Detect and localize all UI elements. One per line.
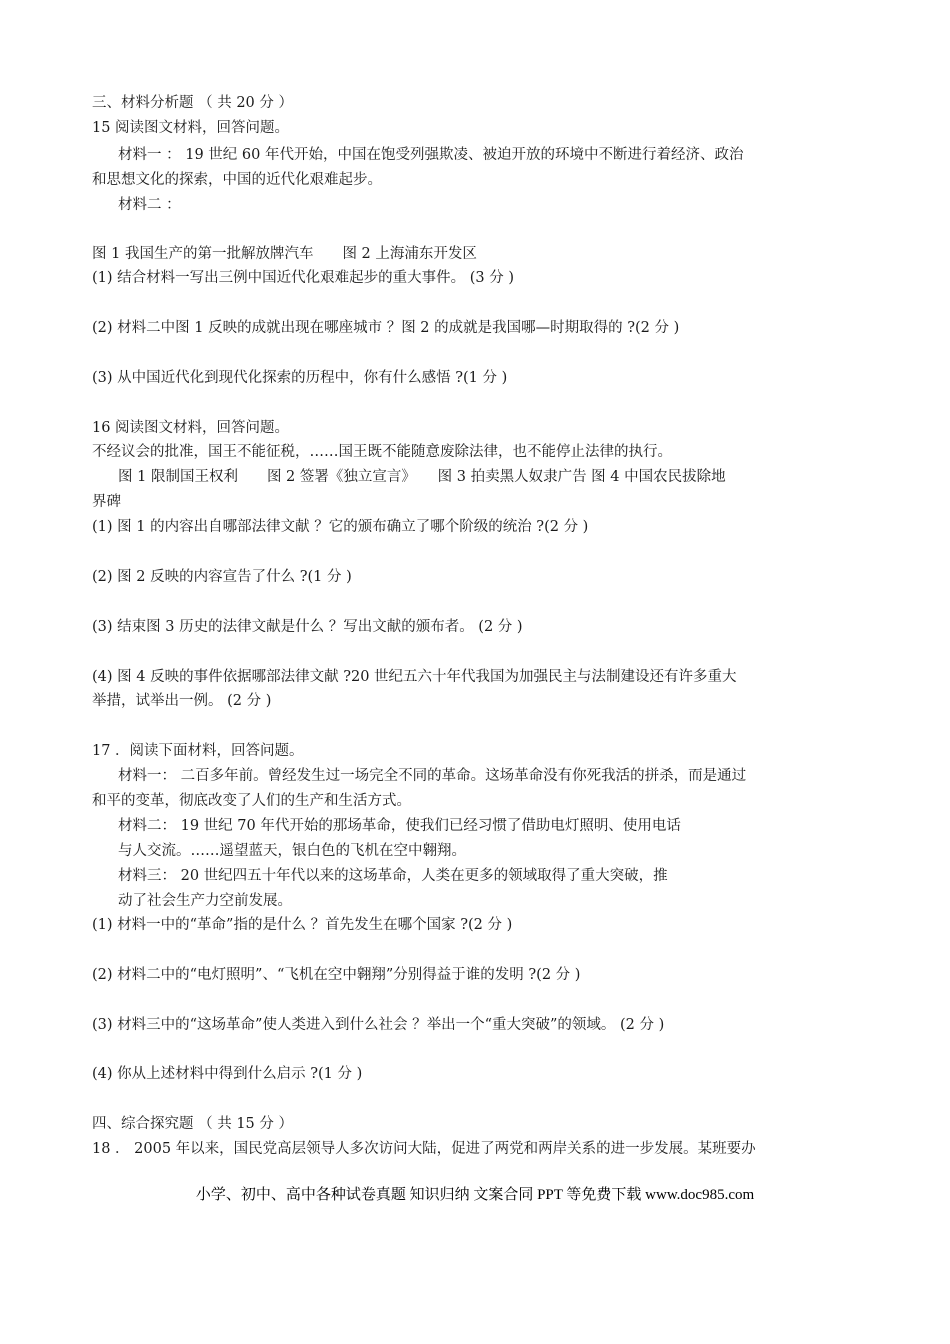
section-3-heading: 三、材料分析题 （ 共 20 分 ）	[92, 95, 293, 111]
question-16-title: 16 阅读图文材料，回答问题。	[92, 420, 290, 436]
q15-sub-question-1: (1) 结合材料一写出三例中国近代化艰难起步的重大事件。 (3 分 )	[92, 270, 515, 286]
q17-material-2-line-2: 与人交流。……遥望蓝天，银白色的飞机在空中翱翔。	[118, 843, 466, 859]
q17-material-3-line-1: 材料三： 20 世纪四五十年代以来的这场革命，人类在更多的领域取得了重大突破，推	[118, 868, 668, 884]
question-17-title: 17 ．阅读下面材料，回答问题。	[92, 743, 304, 759]
q17-sub-question-3: (3) 材料三中的“这场革命”使人类进入到什么社会 ？举出一个“重大突破”的领域。 (2 分 )	[92, 1017, 665, 1033]
q15-sub-question-2: (2) 材料二中图 1 反映的成就出现在哪座城市 ？图 2 的成就是我国哪—时期取得的 ?(2 分 )	[92, 320, 680, 336]
question-15-title: 15 阅读图文材料，回答问题。	[92, 120, 290, 136]
page-footer: 小学、初中、高中各种试卷真题 知识归纳 文案合同 PPT 等免费下载 www.doc985.com	[195, 1187, 755, 1203]
q17-material-1-line-2: 和平的变革，彻底改变了人们的生产和生活方式。	[92, 793, 411, 809]
q17-sub-question-1: (1) 材料一中的“革命”指的是什么 ？首先发生在哪个国家 ?(2 分 )	[92, 917, 513, 933]
q17-sub-question-2: (2) 材料二中的“电灯照明”、“飞机在空中翱翔”分别得益于谁的发明 ?(2 分 )	[92, 967, 581, 983]
q17-material-1-line-1: 材料一： 二百多年前。曾经发生过一场完全不同的革命。这场革命没有你死我活的拼杀，而是通过	[118, 768, 747, 784]
q16-sub-question-1: (1) 图 1 的内容出自哪部法律文献 ？它的颁布确立了哪个阶级的统治 ?(2 分 )	[92, 519, 589, 535]
q16-sub-question-4-line-1: (4) 图 4 反映的事件依据哪部法律文献 ?20 世纪五六十年代我国为加强民主与法制建设还有许多重大	[92, 669, 737, 685]
q15-material-1-line-1: 材料一 ： 19 世纪 60 年代开始，中国在饱受列强欺凌、被迫开放的环境中不断进行着经济、政治	[118, 147, 744, 163]
q15-sub-question-3: (3) 从中国近代化到现代化探索的历程中，你有什么感悟 ?(1 分 )	[92, 370, 508, 386]
q17-material-3-line-2: 动了社会生产力空前发展。	[118, 893, 292, 909]
q16-sub-question-2: (2) 图 2 反映的内容宣告了什么 ?(1 分 )	[92, 569, 352, 585]
q16-figure-captions-line-2: 界碑	[92, 494, 121, 510]
q17-sub-question-4: (4) 你从上述材料中得到什么启示 ?(1 分 )	[92, 1066, 363, 1082]
q16-quote: 不经议会的批准，国王不能征税，……国王既不能随意废除法律，也不能停止法律的执行。	[92, 444, 672, 460]
q16-sub-question-4-line-2: 举措，试举出一例。 (2 分 )	[92, 693, 272, 709]
section-4-heading: 四、综合探究题 （ 共 15 分 ）	[92, 1116, 293, 1132]
question-18-line-1: 18 ． 2005 年以来，国民党高层领导人多次访问大陆，促进了两党和两岸关系的进一步发展。某班要办	[92, 1141, 756, 1157]
q16-sub-question-3: (3) 结束图 3 历史的法律文献是什么 ？写出文献的颁布者。 (2 分 )	[92, 619, 523, 635]
q15-figure-captions: 图 1 我国生产的第一批解放牌汽车 图 2 上海浦东开发区	[92, 246, 477, 262]
q15-material-2: 材料二 ：	[118, 197, 181, 213]
q16-figure-captions-line-1: 图 1 限制国王权利 图 2 签署《独立宣言》 图 3 拍卖黑人奴隶广告 图 4 中国农民拔除地	[118, 469, 726, 485]
q17-material-2-line-1: 材料二： 19 世纪 70 年代开始的那场革命，使我们已经习惯了借助电灯照明、使用电话	[118, 818, 681, 834]
q15-material-1-line-2: 和思想文化的探索，中国的近代化艰难起步。	[92, 172, 382, 188]
